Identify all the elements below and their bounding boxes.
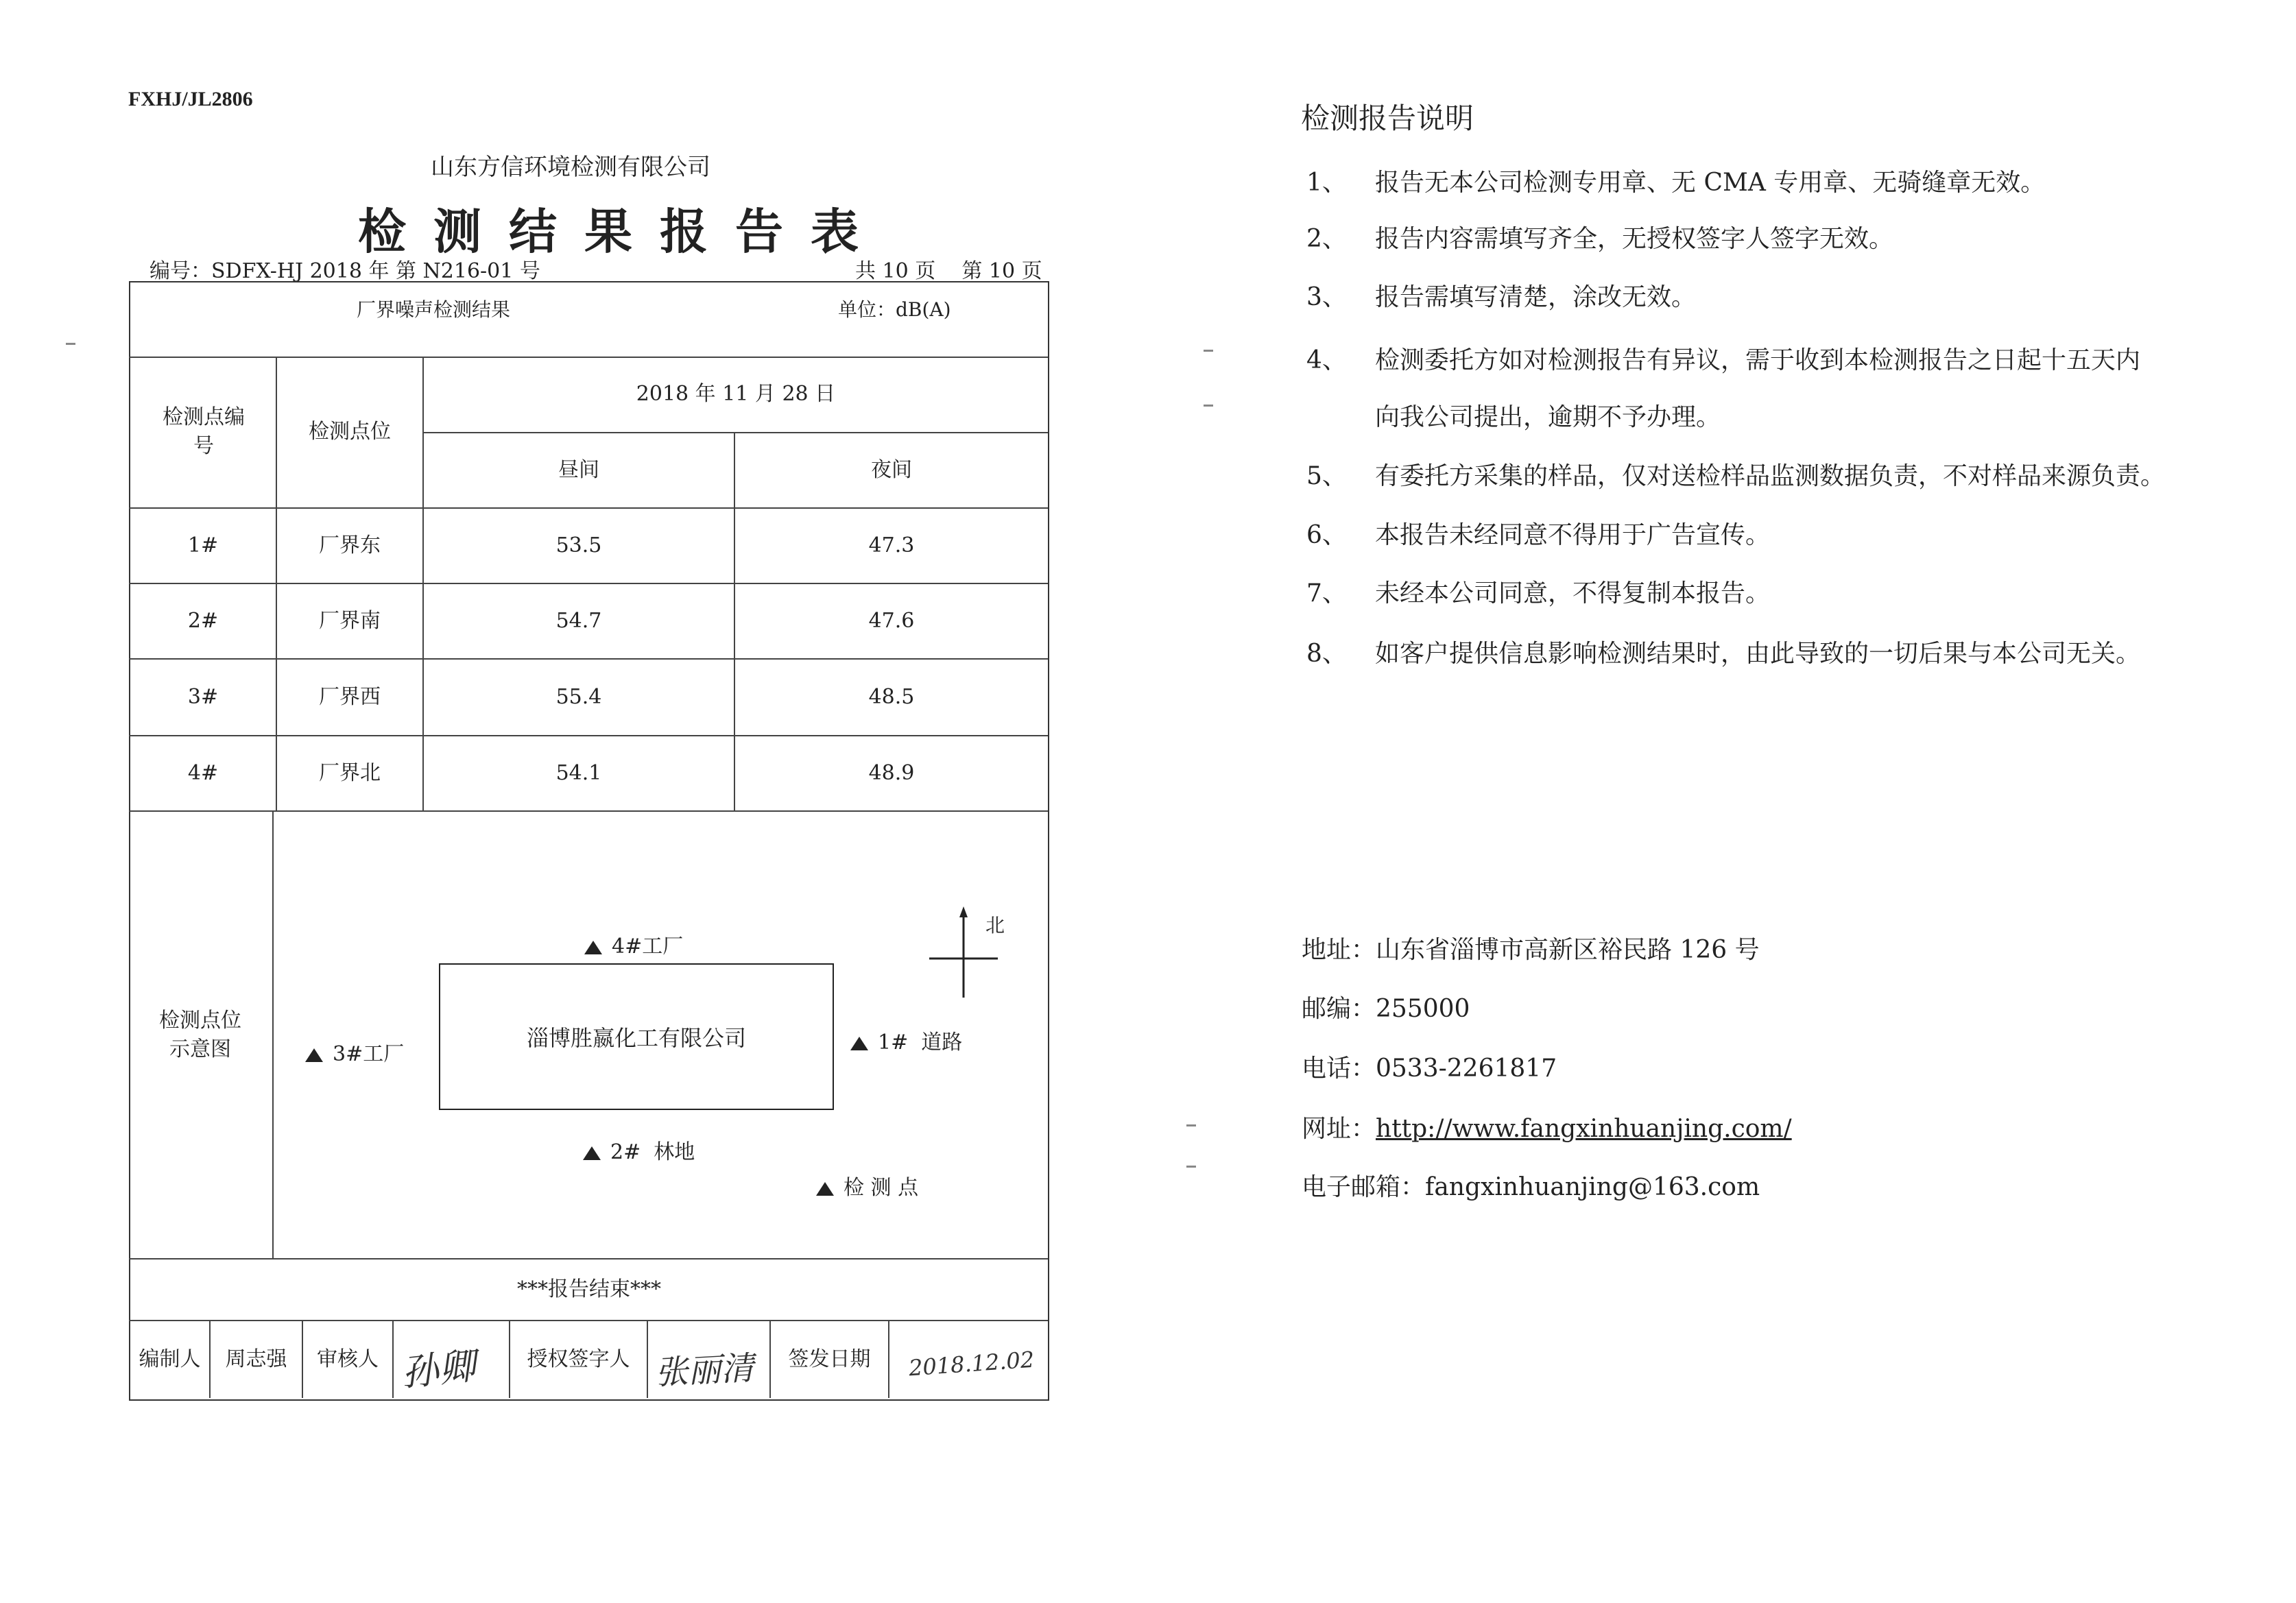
- website-link[interactable]: http://www.fangxinhuanjing.com/: [1376, 1115, 1792, 1143]
- row-4-day: 54.1: [555, 761, 602, 785]
- row-2-no: 2#: [187, 609, 219, 633]
- row-4-night: 48.9: [868, 761, 915, 785]
- note-item: [1306, 634, 2140, 669]
- note-text: 向我公司提出，逾期不予办理。: [1375, 403, 1721, 431]
- header-point-no: 检测点编号: [163, 405, 245, 458]
- phone: 电话：0533-2261817: [1302, 1054, 1557, 1083]
- page-title: 检测结果报告表: [358, 203, 886, 260]
- note-item: [1306, 341, 2140, 376]
- triangle-marker-icon: [816, 1182, 834, 1196]
- note-item: [1306, 457, 2165, 492]
- legend-label: 检 测 点: [844, 1176, 919, 1200]
- plant-outline: [439, 963, 834, 1110]
- note-number: 2、: [1306, 225, 1347, 253]
- compiler-name: 周志强: [225, 1347, 287, 1371]
- note-text: 如客户提供信息影响检测结果时，由此导致的一切后果与本公司无关。: [1375, 640, 2141, 668]
- north-label: 北: [985, 914, 1005, 937]
- note-text: 本报告未经同意不得用于广告宣传。: [1375, 521, 1771, 549]
- header-date: 2018 年 11 月 28 日: [636, 382, 836, 406]
- note-number: 4、: [1306, 346, 1347, 374]
- point-2: [583, 1135, 695, 1165]
- note-item: [1306, 278, 1696, 313]
- website-label: 网址：: [1302, 1115, 1376, 1143]
- issue-date-label: 签发日期: [788, 1347, 871, 1371]
- note-item: [1306, 574, 1770, 609]
- map-row-label: 检测点位示意图: [159, 1008, 241, 1061]
- row-3-night: 48.5: [868, 685, 915, 709]
- row-1-night: 47.3: [868, 533, 915, 557]
- point-3-label: 3#工厂: [333, 1042, 405, 1066]
- reviewer-label: 审核人: [317, 1347, 379, 1371]
- postcode: 邮编：255000: [1302, 995, 1470, 1023]
- row-2-day: 54.7: [555, 609, 602, 633]
- row-2-night: 47.6: [868, 609, 915, 633]
- row-3-location: 厂界西: [319, 685, 381, 709]
- note-number: 1、: [1306, 169, 1347, 197]
- report-end: ***报告结束***: [517, 1277, 661, 1301]
- company-name: 山东方信环境检测有限公司: [431, 154, 710, 181]
- note-text: 有委托方采集的样品，仅对送检样品监测数据负责，不对样品来源负责。: [1375, 462, 2166, 490]
- triangle-marker-icon: [584, 941, 602, 954]
- row-1-location: 厂界东: [319, 533, 381, 557]
- point-2-label: 2# 林地: [610, 1140, 695, 1164]
- note-text: 未经本公司同意，不得复制本报告。: [1375, 579, 1771, 607]
- reviewer-signature: 孙卿: [399, 1344, 478, 1395]
- unit-label: 单位：dB(A): [838, 298, 951, 321]
- plant-name: 淄博胜嬴化工有限公司: [526, 1025, 746, 1051]
- report-number: 编号：SDFX-HJ 2018 年 第 N216-01 号: [150, 259, 540, 283]
- map-legend: [816, 1170, 918, 1201]
- row-1-day: 53.5: [555, 533, 602, 557]
- header-night: 夜间: [871, 458, 912, 482]
- authorizer-label: 授权签字人: [527, 1347, 630, 1371]
- authorizer-signature: 张丽清: [654, 1349, 755, 1393]
- form-code: FXHJ/JL2806: [128, 88, 253, 110]
- website-row: [1302, 1109, 1792, 1144]
- notes-title: 检测报告说明: [1301, 101, 1474, 135]
- row-4-location: 厂界北: [319, 761, 381, 785]
- issue-date: 2018.12.02: [907, 1346, 1036, 1382]
- note-item: [1306, 219, 1893, 254]
- address: 地址：山东省淄博市高新区裕民路 126 号: [1302, 936, 1760, 964]
- note-text: 报告内容需填写齐全，无授权签字人签字无效。: [1375, 225, 1894, 253]
- point-4-label: 4#工厂: [612, 935, 684, 959]
- triangle-marker-icon: [850, 1037, 868, 1050]
- triangle-marker-icon: [583, 1146, 601, 1160]
- note-item: [1306, 516, 1770, 551]
- note-number: 8、: [1306, 640, 1347, 668]
- row-3-day: 55.4: [555, 685, 602, 709]
- note-item: [1306, 163, 2045, 198]
- header-location: 检测点位: [309, 420, 391, 444]
- row-1-no: 1#: [187, 533, 219, 557]
- compiler-label: 编制人: [139, 1347, 201, 1371]
- section-title: 厂界噪声检测结果: [357, 298, 511, 321]
- point-1: [850, 1025, 962, 1055]
- note-text: 报告需填写清楚，涂改无效。: [1375, 283, 1697, 311]
- point-1-label: 1# 道路: [878, 1030, 963, 1054]
- page-count: 共 10 页 第 10 页: [855, 259, 1042, 283]
- row-3-no: 3#: [187, 685, 219, 709]
- note-number: 5、: [1306, 462, 1347, 490]
- note-number: 3、: [1306, 283, 1347, 311]
- header-day: 昼间: [558, 458, 599, 482]
- note-text: 检测委托方如对检测报告有异议，需于收到本检测报告之日起十五天内: [1375, 346, 2141, 374]
- email: 电子邮箱：fangxinhuanjing@163.com: [1302, 1173, 1760, 1201]
- note-item: [1306, 398, 1721, 433]
- note-number: 7、: [1306, 579, 1347, 607]
- row-2-location: 厂界南: [319, 609, 381, 633]
- note-number: 6、: [1306, 521, 1347, 549]
- point-3: [305, 1037, 404, 1067]
- triangle-marker-icon: [305, 1048, 323, 1062]
- point-4: [584, 929, 683, 959]
- row-4-no: 4#: [187, 761, 219, 785]
- note-text: 报告无本公司检测专用章、无 CMA 专用章、无骑缝章无效。: [1375, 169, 2046, 197]
